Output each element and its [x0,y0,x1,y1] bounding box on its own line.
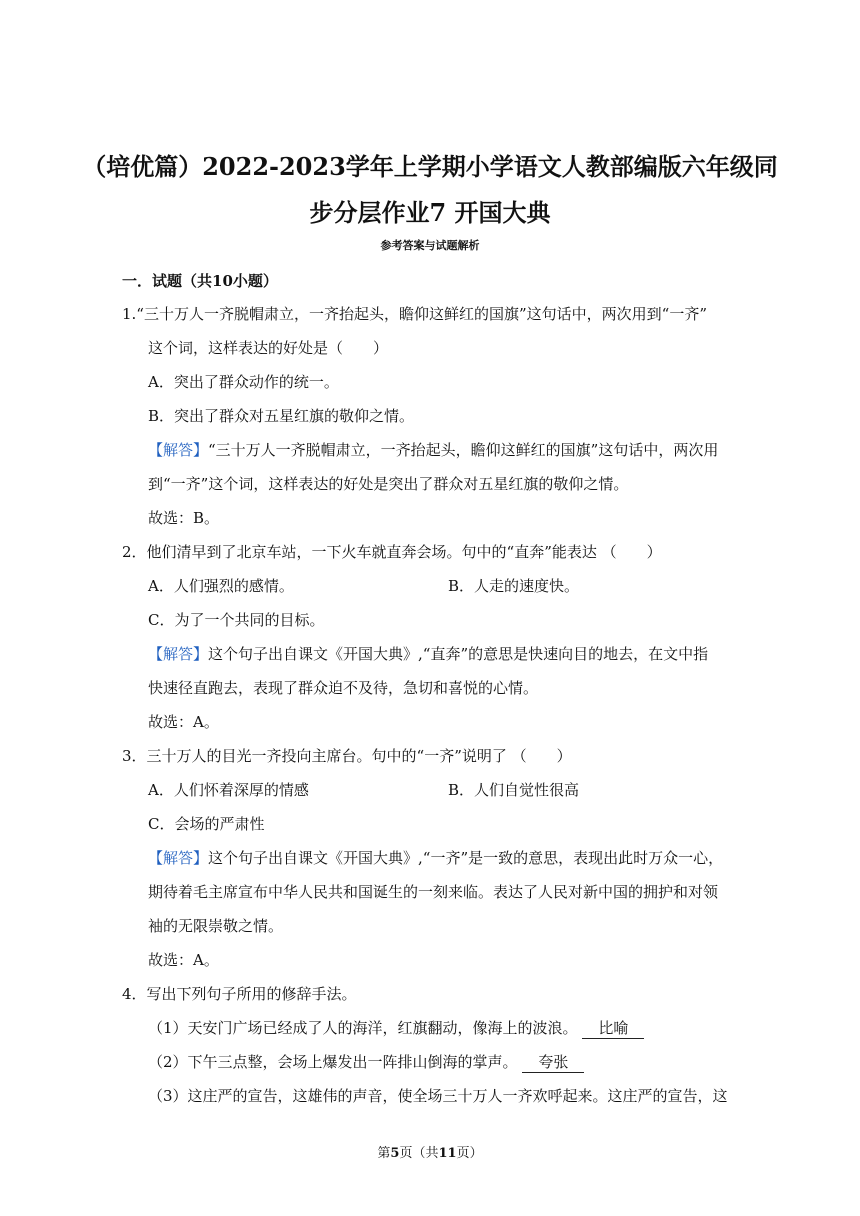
q1-option-a: A．突出了群众动作的统一。 [148,373,339,391]
q4-sentence-2-text: （2）下午三点整，会场上爆发出一阵排山倒海的掌声。 [148,1053,518,1071]
q1-choice: 故选：B。 [148,509,220,527]
q2-answer-line-1 [148,644,708,664]
q4-sentence-1 [148,1018,644,1039]
section-heading: 一．试题（共10小题） [122,272,278,290]
q2-stem: 2．他们清早到了北京车站，一下火车就直奔会场。句中的“直奔”能表达 （ ） [122,543,662,561]
q4-answer-blank-2: 夸张 [522,1052,584,1073]
q2-answer-text: 这个句子出自课文《开国大典》,“直奔”的意思是快速向目的地去，在文中指 [208,645,709,663]
q3-answer-line-2: 期待着毛主席宣布中华人民共和国诞生的一刻来临。表达了人民对新中国的拥护和对领 [148,883,719,901]
q3-answer-line-1 [148,848,723,868]
q4-sentence-3: （3）这庄严的宣告，这雄伟的声音，使全场三十万人一齐欢呼起来。这庄严的宣告，这 [148,1087,728,1105]
q2-choice: 故选：A。 [148,713,219,731]
q4-answer-blank-1: 比喻 [582,1018,644,1039]
q1-option-b: B．突出了群众对五星红旗的敬仰之情。 [148,407,415,425]
answer-tag: 【解答】 [148,849,209,867]
page-footer [0,1142,860,1161]
q3-option-b: B．人们自觉性很高 [448,781,580,799]
q2-option-a: A．人们强烈的感情。 [148,577,294,595]
q2-option-c: C．为了一个共同的目标。 [148,611,325,629]
footer-page-number: 5 [390,1146,400,1161]
footer-prefix: 第 [377,1146,391,1161]
q1-answer-text: “三十万人一齐脱帽肃立，一齐抬起头，瞻仰这鲜红的国旗”这句话中，两次用 [208,441,719,459]
q3-answer-line-3: 袖的无限崇敬之情。 [148,917,284,935]
q3-stem: 3．三十万人的目光一齐投向主席台。句中的“一齐”说明了 （ ） [122,747,572,765]
answer-tag: 【解答】 [148,441,209,459]
q1-stem-line-1: 1.“三十万人一齐脱帽肃立，一齐抬起头，瞻仰这鲜红的国旗”这句话中，两次用到“一齐” [122,305,707,323]
footer-mid: 页（共 [399,1146,439,1161]
answer-tag: 【解答】 [148,645,209,663]
q1-answer-line-1 [148,440,718,460]
doc-title-line-2: 步分层作业7 开国大典 [309,198,551,227]
doc-subtitle: 参考答案与试题解析 [380,239,480,252]
q4-stem: 4．写出下列句子所用的修辞手法。 [122,985,357,1003]
q3-option-a: A．人们怀着深厚的情感 [148,781,309,799]
footer-total-pages: 11 [438,1146,457,1161]
q2-answer-line-2: 快速径直跑去，表现了群众迫不及待，急切和喜悦的心情。 [148,679,539,697]
q3-choice: 故选：A。 [148,951,219,969]
q2-option-b: B．人走的速度快。 [448,577,580,595]
q4-sentence-1-text: （1）天安门广场已经成了人的海洋，红旗翻动，像海上的波浪。 [148,1019,578,1037]
footer-suffix: 页） [456,1146,483,1161]
doc-title-line-1: （培优篇）2022-2023学年上学期小学语文人教部编版六年级同 [82,152,778,181]
q1-answer-line-2: 到“一齐”这个词，这样表达的好处是突出了群众对五星红旗的敬仰之情。 [148,475,629,493]
q3-answer-text: 这个句子出自课文《开国大典》,“一齐”是一致的意思，表现出此时万众一心， [208,849,724,867]
q1-stem-line-2: 这个词，这样表达的好处是（ ） [148,339,389,357]
q3-option-c: C．会场的严肃性 [148,815,265,833]
q4-sentence-2 [148,1052,584,1073]
